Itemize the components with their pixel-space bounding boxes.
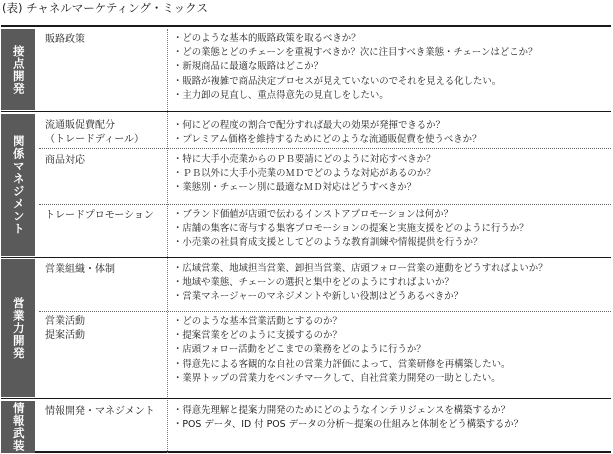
category-cell-contact-development (1, 29, 35, 110)
list-item: ・ 営業マネージャーのマネジメントや新しい役割はどうあるべきか？ (173, 290, 609, 304)
subcategory-trade-promotion: トレードプロモーション (45, 210, 154, 221)
list-item: ・ 業態別・チェーン別に最適なＭＤ対応はどうすべきか？ (173, 181, 609, 195)
list-item: ・ 販路が複雑で商品決定プロセスが見えていないのでそれを見える化したい。 (173, 75, 609, 89)
list-item: ・ 何にどの程度の割合で配分すれば最大の効果が発揮できるか？ (173, 119, 609, 133)
item-list (173, 404, 609, 432)
item-list (173, 153, 609, 196)
subcategory-information-development: 情報開発・マネジメント (45, 406, 155, 417)
item-list (173, 119, 609, 147)
list-item: ・ ブランド価値が店頭で伝わるインストアプロモーションは何か？ (173, 208, 609, 222)
list-item: ・ 業界トップの営業力をベンチマークして、自社営業力開発の一助としたい。 (173, 372, 609, 386)
channel-marketing-mix-table (1, 25, 611, 453)
item-list (173, 262, 609, 305)
subcategory-sales-organization: 営業組織・体制 (45, 264, 115, 275)
category-cell-information-arming (1, 401, 35, 453)
subcategory-sales-activities: 営業活動 提案活動 (45, 316, 85, 341)
item-list (173, 32, 609, 103)
subcategory-product-response: 商品対応 (45, 155, 85, 166)
group-divider (1, 398, 611, 399)
list-item: ・ ＰＢ以外に大手小売業のＭＤでどのような対応があるのか？ (173, 167, 609, 181)
list-item: ・ 小売業の社員育成支援としてどのような教育訓練や情報提供を行うか？ (173, 236, 609, 250)
category-label: 営業力開発 (11, 296, 26, 360)
list-item: ・ 提案営業をどのように支援するのか？ (173, 329, 609, 343)
list-item: ・ 得意先による客観的な自社の営業力評価によって、営業研修を再構築したい。 (173, 358, 609, 372)
group-divider (1, 111, 611, 112)
row-divider (39, 204, 611, 205)
list-item: ・ 特に大手小売業からのＰＢ要請にどのように対応すべきか？ (173, 153, 609, 167)
category-label: 情報武装 (11, 402, 26, 452)
list-item: ・ POS データ、ID 付 POS データの分析～提案の仕組みと体制をどう構築するか？ (173, 418, 609, 432)
list-item: ・ どの業態とどのチェーンを重視すべきか？次に注目すべき業態・チェーンはどこか？ (173, 46, 609, 60)
subcategory-trade-deal: 流通販促費配分 （トレードディール） (45, 120, 144, 145)
column-divider (167, 29, 168, 453)
list-item: ・ 得意先理解と提案力開発のためにどのようなインテリジェンスを構築するか？ (173, 404, 609, 418)
table-title: (表) チャネルマーケティング・ミックス (2, 1, 209, 15)
group-divider (1, 257, 611, 258)
category-label: 関係マネジメント (11, 135, 26, 235)
list-item: ・ 地域や業態、チェーンの選択と集中をどのようにすればよいか？ (173, 276, 609, 290)
list-item: ・ 店頭フォロー活動をどこまでの業務をどのように行うか？ (173, 343, 609, 357)
category-label: 接点開発 (11, 44, 26, 95)
list-item: ・ どのような基本営業活動とするのか？ (173, 315, 609, 329)
item-list (173, 315, 609, 386)
list-item: ・ 店舗の集客に寄与する集客プロモーションの提案と実施支援をどのように行うか？ (173, 222, 609, 236)
list-item: ・ 主力卸の見直し、重点得意先の見直しをしたい。 (173, 89, 609, 103)
row-divider (39, 311, 611, 312)
row-divider (39, 148, 611, 149)
item-list (173, 208, 609, 251)
subcategory-channel-policy: 販路政策 (45, 34, 85, 45)
list-item: ・ どのような基本的販路政策を取るべきか？ (173, 32, 609, 46)
list-item: ・ プレミアム価格を維持するためにどのような流通販促費を使うべきか？ (173, 133, 609, 147)
list-item: ・ 新規商品に最適な販路はどこか？ (173, 60, 609, 74)
category-cell-relationship-management (1, 114, 35, 256)
category-cell-sales-force-development (1, 259, 35, 397)
list-item: ・ 広域営業、地域担当営業、卸担当営業、店頭フォロー営業の連動をどうすればよいか？ (173, 262, 609, 276)
